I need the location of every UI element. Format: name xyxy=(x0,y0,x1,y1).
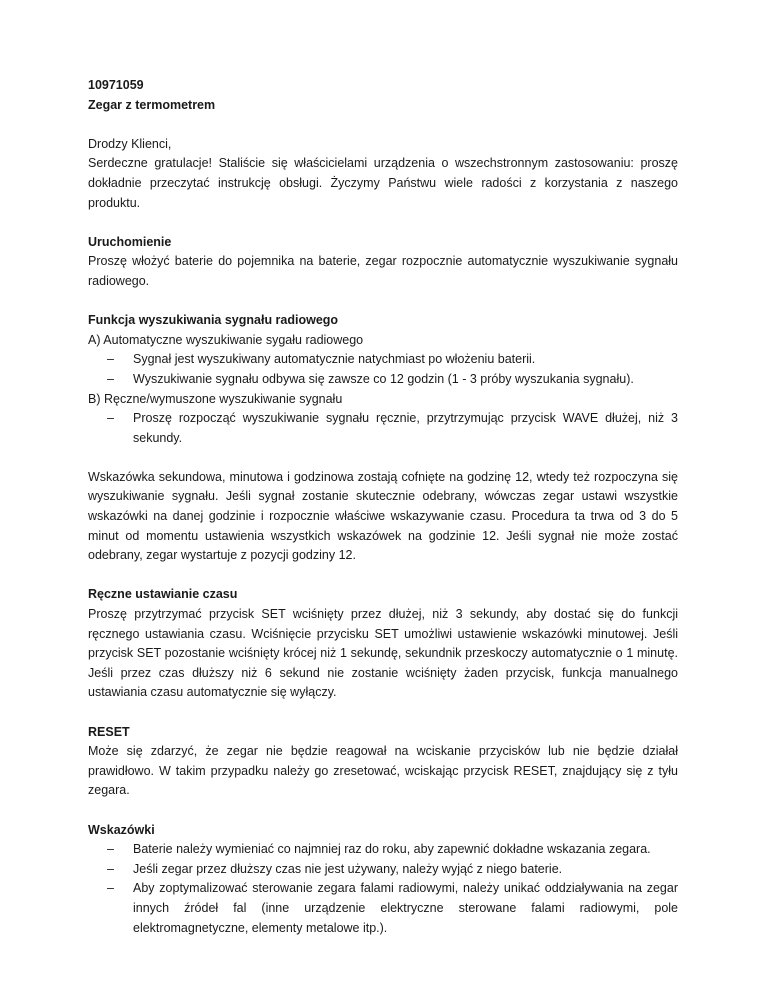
auto-search-list xyxy=(88,350,678,389)
manual-time-heading: Ręczne ustawianie czasu xyxy=(88,587,238,602)
tips-section xyxy=(88,821,678,939)
tips-heading: Wskazówki xyxy=(88,822,155,837)
intro-text: Serdeczne gratulacje! Staliście się właścicielami urządzenia o wszechstronnym zastosowaniu: proszę dokładnie przeczytać instrukcję obsługi. Życzymy Państwu wiele radości z korzystania z naszego produktu. xyxy=(88,156,678,210)
list-item: – Wyszukiwanie sygnału odbywa się zawsze co 12 godzin (1 - 3 próby wyszukania sygnału). xyxy=(133,370,678,390)
list-item: – Aby zoptymalizować sterowanie zegara falami radiowymi, należy unikać oddziaływania na zegar innych źródeł fal (inne urządzenie elektryczne sterowane falami radiowymi, pole elektromagnetyczne, elementy metalowe itp.). xyxy=(133,879,678,938)
startup-text: Proszę włożyć baterie do pojemnika na baterie, zegar rozpocznie automatycznie wyszukiwanie sygnału radiowego. xyxy=(88,254,678,288)
product-code: 10971059 xyxy=(88,78,144,92)
manual-search-list xyxy=(88,409,678,448)
auto-search-label: A) Automatyczne wyszukiwanie sygału radiowego xyxy=(88,332,364,347)
reset-heading: RESET xyxy=(88,724,130,739)
startup-heading: Uruchomienie xyxy=(88,234,172,249)
manual-time-section xyxy=(88,585,678,703)
manual-search-label: B) Ręczne/wymuszone wyszukiwanie sygnału xyxy=(88,391,343,406)
radio-search-heading: Funkcja wyszukiwania sygnału radiowego xyxy=(88,313,339,328)
tips-list xyxy=(88,840,678,938)
startup-section xyxy=(88,233,678,292)
intro-section xyxy=(88,135,678,213)
manual-time-text: Proszę przytrzymać przycisk SET wciśnięty przez dłużej, niż 3 sekundy, aby dostać się do funkcji ręcznego ustawiania czasu. Wciśnięcie przycisku SET umożliwi ustawienie wskazówki minutowej. Jeśli przycisk SET pozostanie wciśnięty krócej niż 1 sekundę, sekundnik przeskoczy automatycznie o 1 minutę. Jeśli przez czas dłuższy niż 6 sekund nie zostanie wciśnięty żaden przycisk, funkcja manualnego ustawiania czasu automatycznie się wyłączy. xyxy=(88,607,678,700)
document-header xyxy=(88,76,678,115)
radio-search-section xyxy=(88,311,678,448)
list-item: – Sygnał jest wyszukiwany automatycznie natychmiast po włożeniu baterii. xyxy=(133,350,678,370)
list-item: – Jeśli zegar przez dłuższy czas nie jest używany, należy wyjąć z niego baterie. xyxy=(133,860,678,880)
reset-section xyxy=(88,723,678,801)
list-item: – Proszę rozpocząć wyszukiwanie sygnału ręcznie, przytrzymując przycisk WAVE dłużej, niż 3 sekundy. xyxy=(133,409,678,448)
reset-text: Może się zdarzyć, że zegar nie będzie reagował na wciskanie przycisków lub nie będzie działał prawidłowo. W takim przypadku należy go zresetować, wciskając przycisk RESET, znajdujący się z tyłu zegara. xyxy=(88,744,678,798)
hands-paragraph: Wskazówka sekundowa, minutowa i godzinowa zostają cofnięte na godzinę 12, wtedy też rozpoczyna się wyszukiwanie sygnału. Jeśli sygnał zostanie skutecznie odebrany, wówczas zegar ustawi wszystkie wskazówki na danej godzinie i rozpocznie właściwe wskazywanie czasu. Procedura ta trwa od 3 do 5 minut od momentu ustawienia wszystkich wskazówek na godzinie 12. Jeśli sygnał nie może zostać odebrany, zegar wystartuje z pozycji godziny 12. xyxy=(88,469,678,563)
list-item: – Baterie należy wymieniać co najmniej raz do roku, aby zapewnić dokładne wskazania zegara. xyxy=(133,840,678,860)
hands-section xyxy=(88,468,678,566)
document-title: Zegar z termometrem xyxy=(88,97,216,112)
greeting: Drodzy Klienci, xyxy=(88,136,172,151)
